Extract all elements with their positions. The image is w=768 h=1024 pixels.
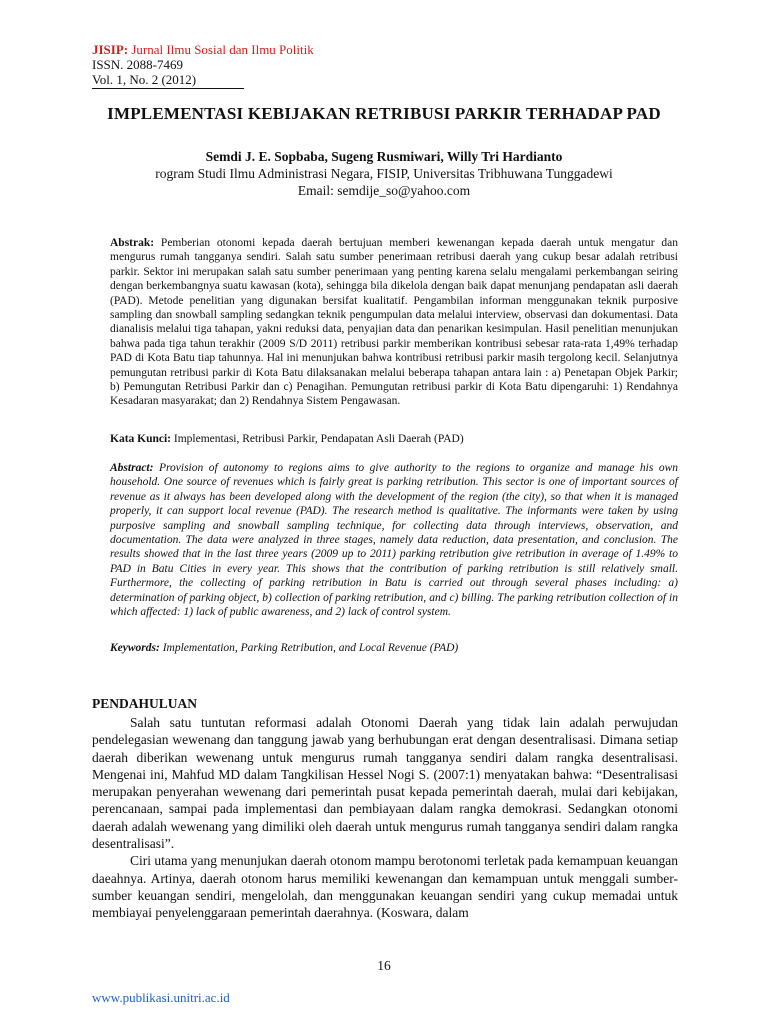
- section-heading: PENDAHULUAN: [92, 696, 198, 711]
- paper-title: IMPLEMENTASI KEBIJAKAN RETRIBUSI PARKIR TERHADAP PAD: [107, 104, 661, 123]
- abstract-text: Pemberian otonomi kepada daerah bertujuan memberi kewenangan kepada daerah untuk mengatur dan mengurus rumah tangganya sendiri. Salah satu sumber penerimaan retribusi daerah yang cukup besar adalah retribusi parkir. Sektor ini merupakan salah satu sumber penerimaan yang penting karena selalu mengalami perkembangan seiring dengan berkembangnya suatu kawasan (kota), sehingga bila dikelola dengan baik dapat menunjang pendapatan asli daerah (PAD). Metode penelitian yang digunakan bersifat kualitatif. Pengambilan informan menggunakan teknik purposive sampling dan snowball sampling sedangkan teknik pengumpulan data melalui interview, observasi dan dokumentasi. Data dianalisis melalui tiga tahapan, yakni reduksi data, penyajian data dan penarikan kesimpulan. Hasil penelitian menunjukan bahwa pada tiga tahun terakhir (2009 S/D 2011) retribusi parkir memberikan kontribusi sebesar rata-rata 1,49% terhadap PAD di Kota Batu tiap tahunnya. Hal ini menunjukan bahwa kontribusi retribusi parkir masih tergolong kecil. Selanjutnya pemungutan retribusi parkir di Kota Batu dilaksanakan melalui beberapa tahapan antara lain : a) Penetapan Objek Parkir; b) Pemungutan Retribusi Parkir dan c) Penagihan. Pemungutan retribusi parkir di Kota Batu dipengaruhi: 1) Rendahnya Kesadaran masyarakat; dan 2) Rendahnya Sistem Pengawasan.: [110, 237, 678, 408]
- keywords-english: [110, 641, 678, 655]
- author-block: [80, 148, 688, 199]
- abstract-en-text: Provision of autonomy to regions aims to give authority to the regions to organize and manage his own household. One source of revenues which is fairly great is parking retribution. This sector is one of important sources of revenue as it always has been developed along with the development of the region (the city), so that when it is managed properly, it can support local revenue (PAD). The research method is qualitative. The informants were taken by using purposive sampling and snowball sampling technique, for collecting data through interviews, observation, and documentation. The data were analyzed in three stages, namely data reduction, data presentation, and conclusion. The results showed that in the last three years (2009 up to 2011) parking retribution give retribution in average of 1.49% to PAD in Batu Cities in every year. This shows that the contribution of parking retribution is still relatively small. Furthermore, the collecting of parking retribution in Batu is carried out through several phases including: a) determination of parking object, b) collection of parking retribution, and c) billing. The parking retribution collection of in which affected: 1) lack of public awareness, and 2) lack of control system.: [110, 462, 678, 619]
- page-number: 16: [377, 958, 391, 973]
- volume-info: Vol. 1, No. 2 (2012): [92, 72, 197, 87]
- issn: ISSN. 2088-7469: [92, 57, 184, 72]
- email: Email: semdije_so@yahoo.com: [297, 183, 471, 198]
- abstract-indonesian: [110, 236, 678, 409]
- body-text: [92, 714, 678, 922]
- body-paragraph-2: Ciri utama yang menunjukan daerah otonom mampu berotonomi terletak pada kemampuan keuangan daeahnya. Artinya, daerah otonom harus memiliki kewenangan dan kemampuan untuk menggali sumber-sumber keuangan sendiri, mengelolah, dan menggunakan keuangan sendiri yang cukup memadai untuk membiayai penyelenggaraan pemerintah daerahnya. (Koswara, dalam: [92, 853, 678, 921]
- journal-name: [92, 42, 314, 57]
- keywords-en-text: Implementation, Parking Retribution, and Local Revenue (PAD): [159, 642, 459, 654]
- body-paragraph-1: Salah satu tuntutan reformasi adalah Otonomi Daerah yang tidak lain adalah perwujudan pendelegasian wewenang dan tanggung jawab yang berhubungan erat dengan desentralisasi. Dimana setiap daerah diberikan wewenang untuk mengurus rumah tangganya sendiri dalam rangka desentralisasi. Mengenai ini, Mahfud MD dalam Tangkilisan Hessel Nogi S. (2007:1) menyatakan bahwa: “Desentralisasi merupakan penyerahan wewenang dari pemerintah pusat kepada pemerintah daerah, mulai dari kebijakan, perencanaan, sampai pada implementasi dan pembiayaan dalam rangka demokrasi. Sedangkan otonomi daerah adalah wewenang yang dimiliki oleh daerah untuk mengurus rumah tangganya sendiri dalam rangka desentralisasi”.: [92, 715, 678, 852]
- abstract-label: Abstrak:: [110, 237, 155, 249]
- journal-abbr: JISIP:: [92, 42, 129, 57]
- journal-header: [92, 42, 314, 89]
- keywords-en-label: Keywords:: [110, 642, 160, 654]
- abstract-en-label: Abstract:: [110, 462, 154, 474]
- journal-full-name: Jurnal Ilmu Sosial dan Ilmu Politik: [131, 42, 314, 57]
- keywords-indonesian: [110, 432, 678, 446]
- keywords-label: Kata Kunci:: [110, 433, 172, 445]
- footer-link[interactable]: www.publikasi.unitri.ac.id: [92, 990, 230, 1005]
- header-rule: [92, 88, 244, 89]
- affiliation: rogram Studi Ilmu Administrasi Negara, FISIP, Universitas Tribhuwana Tunggadewi: [155, 166, 613, 181]
- authors: Semdi J. E. Sopbaba, Sugeng Rusmiwari, Willy Tri Hardianto: [205, 149, 563, 164]
- keywords-text: Implementasi, Retribusi Parkir, Pendapatan Asli Daerah (PAD): [171, 433, 464, 445]
- abstract-english: [110, 461, 678, 619]
